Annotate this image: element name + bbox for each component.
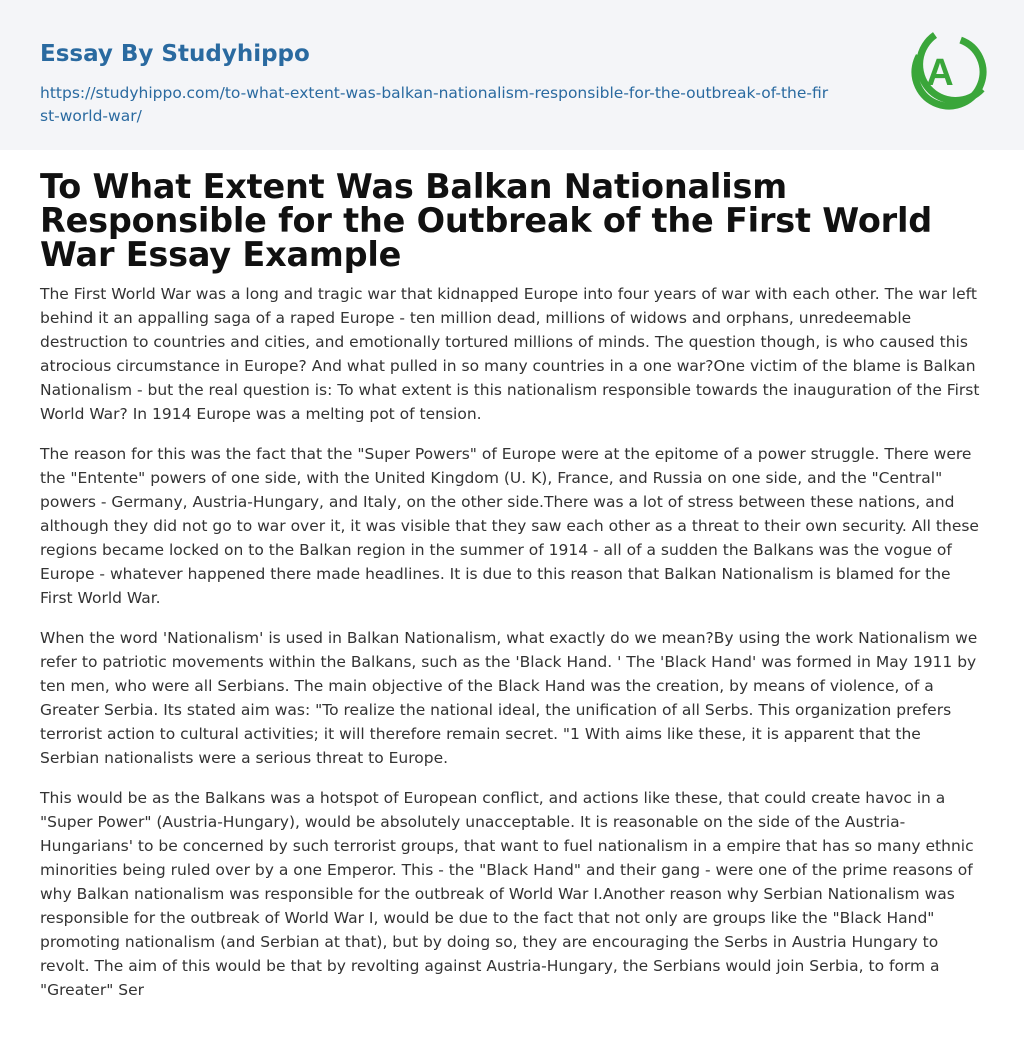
article-paragraph: This would be as the Balkans was a hotspot of European conflict, and actions like these, that could create havoc in a "Super Power" (Austria-Hungary), would be absolutely unacceptable. It is reasonable on the side of the Austria-Hungarians' to be concerned by such terrorist groups, that want to fuel nationalism in a empire that has so many ethnic minorities being ruled over by a one Emperor. This - the "Black Hand" and their gang - were one of the prime reasons of why Balkan nationalism was responsible for the outbreak of World War I.Another reason why Serbian Nationalism was responsible for the outbreak of World War I, would be due to the fact that not only are groups like the "Black Hand" promoting nationalism (and Serbian at that), but by doing so, they are encouraging the Serbs in Austria Hungary to revolt. The aim of this would be that by revolting against Austria-Hungary, the Serbians would join Serbia, to form a "Greater" Ser	[40, 789, 974, 999]
article	[40, 167, 984, 1002]
essay-url-link[interactable]: https://studyhippo.com/to-what-extent-was-balkan-nationalism-responsible-for-the-outbreak-of-the-first-world-war/	[40, 84, 829, 125]
studyhippo-logo-icon[interactable]	[910, 29, 988, 115]
site-brand[interactable]: Essay By Studyhippo	[40, 41, 310, 67]
logo-letter: A	[926, 52, 954, 94]
article-paragraph: The reason for this was the fact that the "Super Powers" of Europe were at the epitome of a power struggle. There were the "Entente" powers of one side, with the United Kingdom (U. K), France, and Russia on one side, and the "Central" powers - Germany, Austria-Hungary, and Italy, on the other side.There was a lot of stress between these nations, and although they did not go to war over it, it was visible that they saw each other as a threat to their own security. All these regions became locked on to the Balkan region in the summer of 1914 - all of a sudden the Balkans was the vogue of Europe - whatever happened there made headlines. It is due to this reason that Balkan Nationalism is blamed for the First World War.	[40, 445, 979, 607]
article-paragraph: The First World War was a long and tragic war that kidnapped Europe into four years of war with each other. The war left behind it an appalling saga of a raped Europe - ten million dead, millions of widows and orphans, unredeemable destruction to countries and cities, and emotionally tortured millions of minds. The question though, is who caused this atrocious circumstance in Europe? And what pulled in so many countries in a one war?One victim of the blame is Balkan Nationalism - but the real question is: To what extent is this nationalism responsible towards the inauguration of the First World War? In 1914 Europe was a melting pot of tension.	[40, 285, 980, 423]
article-title: To What Extent Was Balkan Nationalism Responsible for the Outbreak of the First World War Essay Example	[40, 167, 933, 274]
article-paragraph: When the word 'Nationalism' is used in Balkan Nationalism, what exactly do we mean?By using the work Nationalism we refer to patriotic movements within the Balkans, such as the 'Black Hand. ' The 'Black Hand' was formed in May 1911 by ten men, who were all Serbians. The main objective of the Black Hand was the creation, by means of violence, of a Greater Serbia. Its stated aim was: "To realize the national ideal, the unification of all Serbs. This organization prefers terrorist action to cultural activities; it will therefore remain secret. "1 With aims like these, it is apparent that the Serbian nationalists were a serious threat to Europe.	[40, 629, 978, 767]
site-header	[0, 0, 1024, 150]
